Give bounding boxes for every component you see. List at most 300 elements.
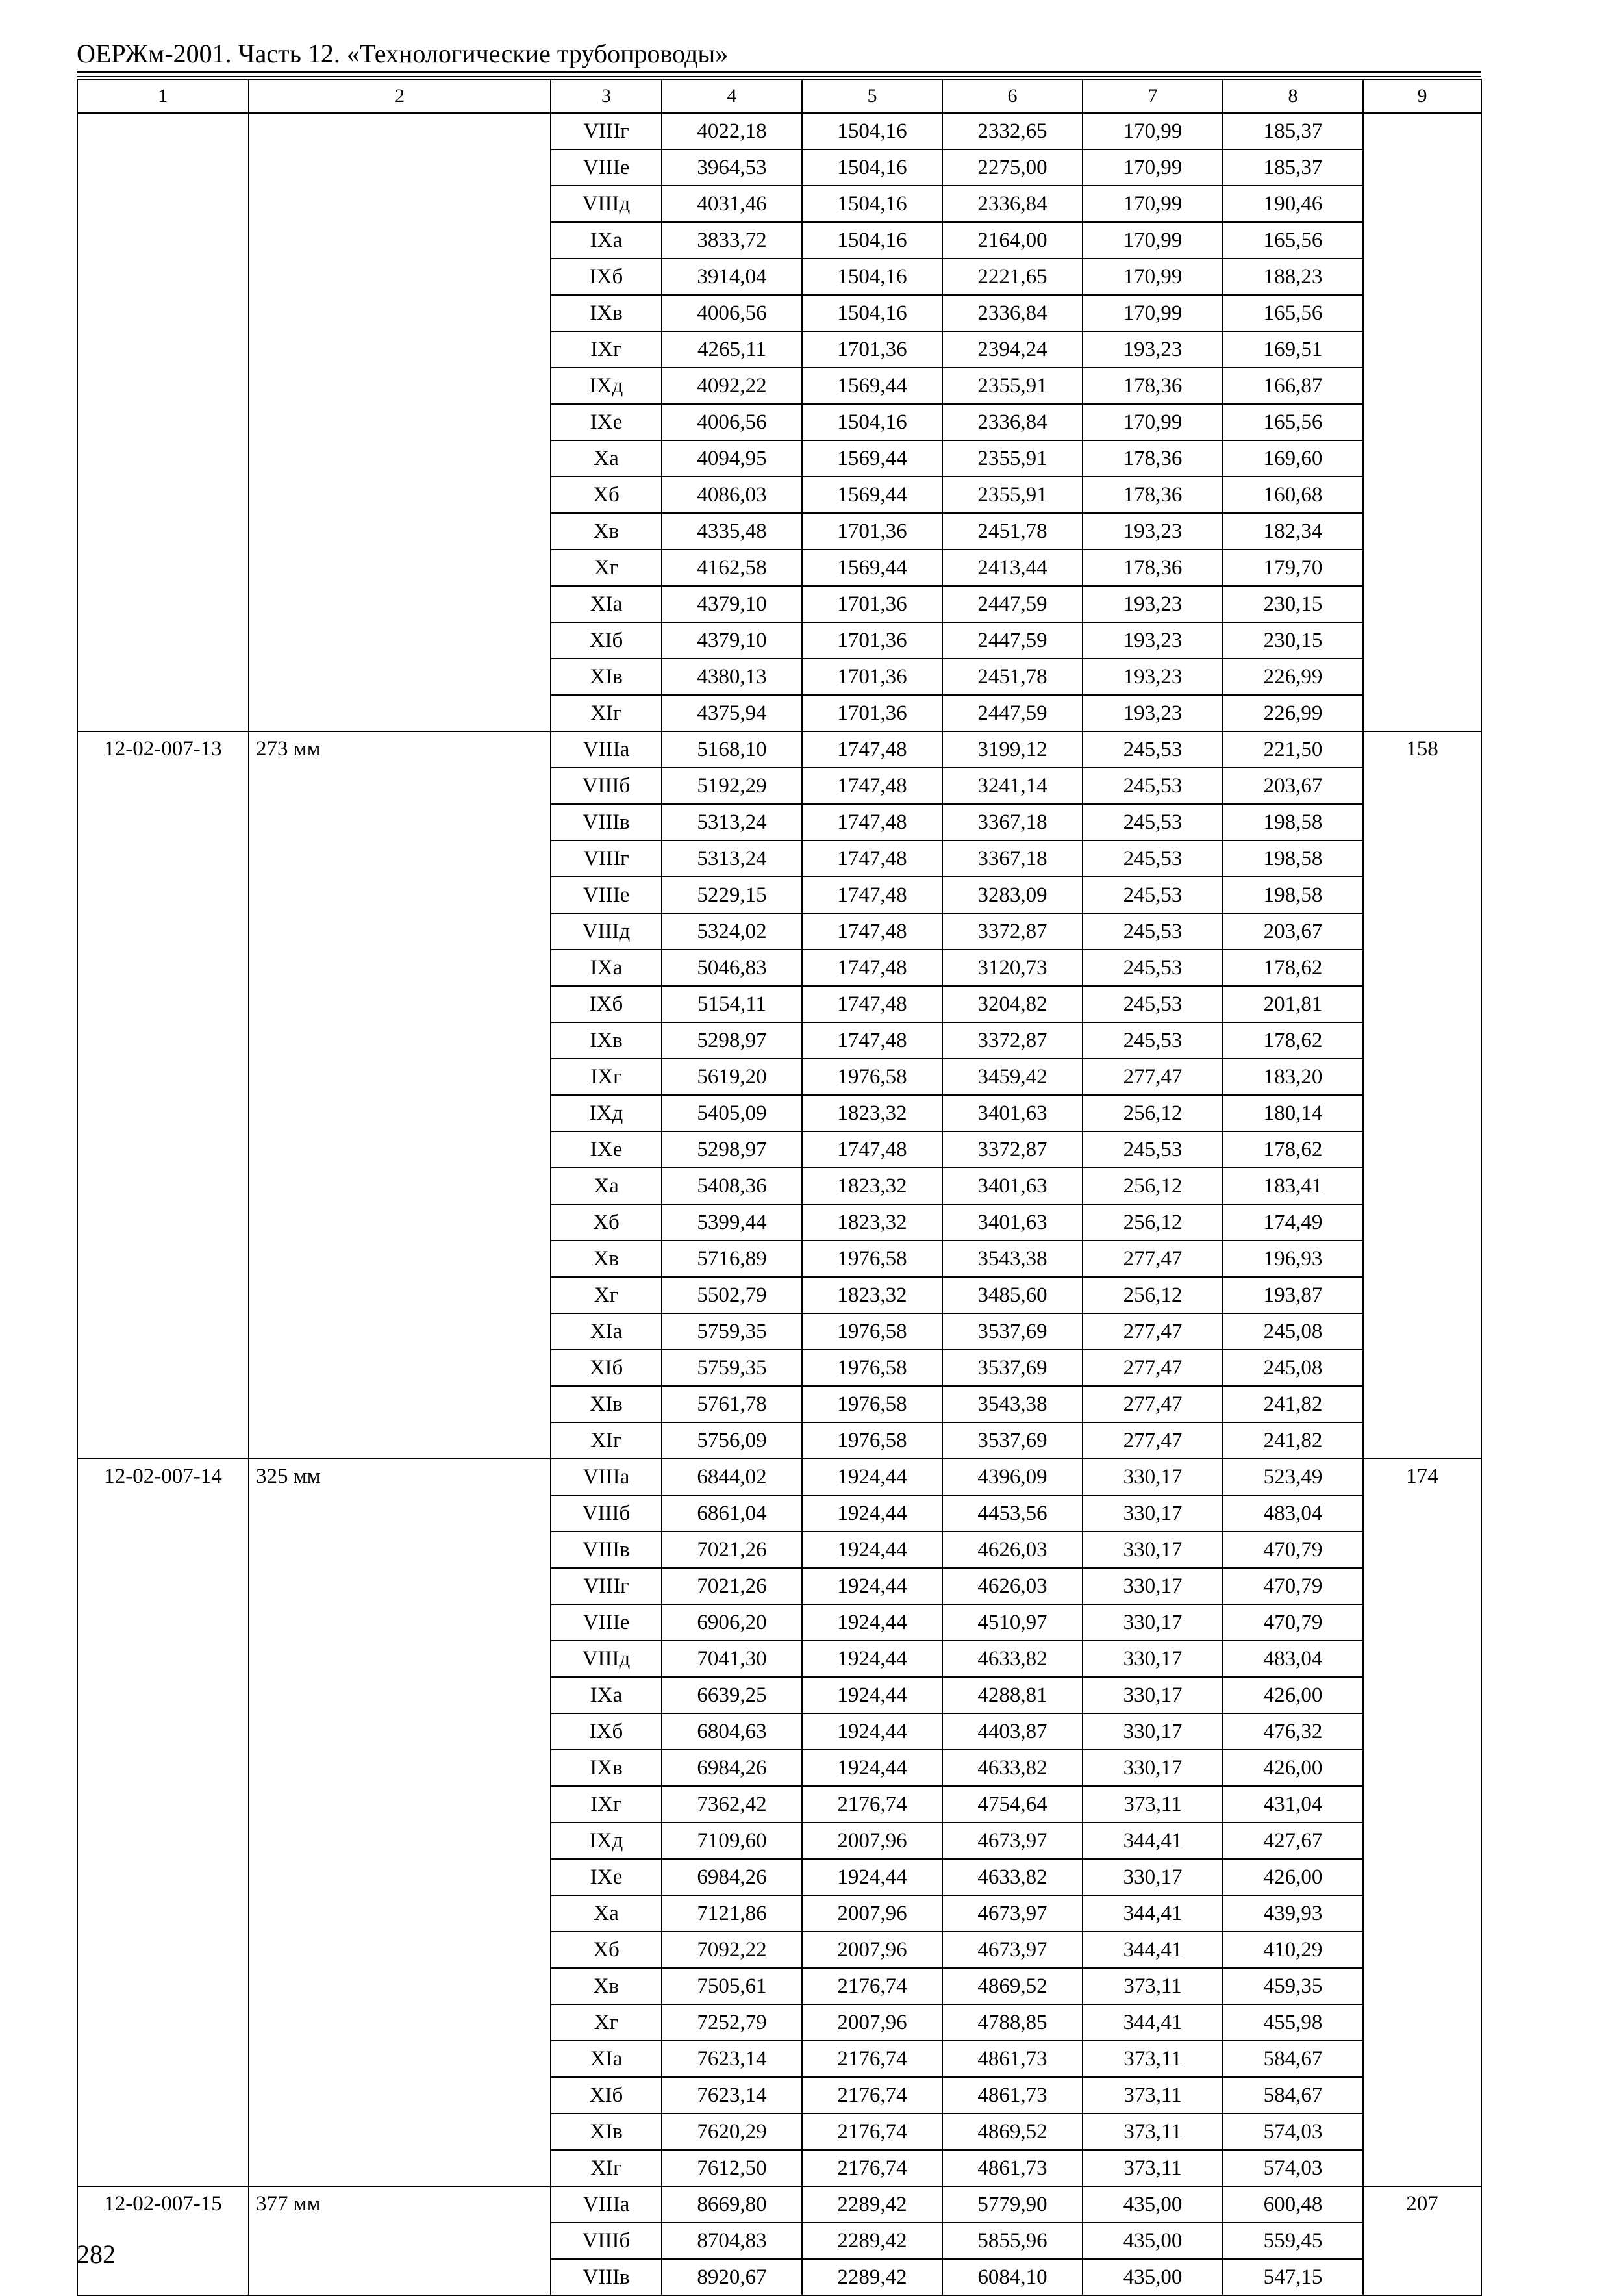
value-cell: 4510,97 <box>942 1604 1083 1641</box>
value-cell: 178,36 <box>1083 368 1223 404</box>
value-cell: 203,67 <box>1223 913 1363 950</box>
value-cell: 2289,42 <box>802 2186 942 2223</box>
value-cell: 4673,97 <box>942 1823 1083 1859</box>
value-cell: 427,67 <box>1223 1823 1363 1859</box>
category-cell: IXа <box>551 222 662 259</box>
value-cell: 1701,36 <box>802 622 942 659</box>
rate-code-cell <box>77 113 249 731</box>
value-cell: 241,82 <box>1223 1386 1363 1422</box>
value-cell: 230,15 <box>1223 586 1363 622</box>
value-cell: 4162,58 <box>662 549 802 586</box>
category-cell: IXд <box>551 1823 662 1859</box>
category-cell: Xб <box>551 1204 662 1241</box>
value-cell: 1504,16 <box>802 404 942 440</box>
value-cell: 373,11 <box>1083 2077 1223 2113</box>
category-cell: IXд <box>551 368 662 404</box>
value-cell: 344,41 <box>1083 1823 1223 1859</box>
category-cell: XIа <box>551 1313 662 1350</box>
category-cell: IXб <box>551 986 662 1022</box>
value-cell: 435,00 <box>1083 2186 1223 2223</box>
page-header: ОЕРЖм-2001. Часть 12. «Технологические трубопроводы» <box>77 39 729 68</box>
value-cell: 170,99 <box>1083 259 1223 295</box>
category-cell: Xв <box>551 513 662 549</box>
value-cell: 470,79 <box>1223 1568 1363 1604</box>
value-cell: 1924,44 <box>802 1641 942 1677</box>
value-cell: 178,62 <box>1223 950 1363 986</box>
value-cell: 1504,16 <box>802 113 942 149</box>
column-9-cell <box>1363 113 1481 731</box>
value-cell: 3204,82 <box>942 986 1083 1022</box>
value-cell: 1976,58 <box>802 1386 942 1422</box>
value-cell: 193,23 <box>1083 513 1223 549</box>
value-cell: 193,87 <box>1223 1277 1363 1313</box>
value-cell: 1976,58 <box>802 1350 942 1386</box>
value-cell: 183,41 <box>1223 1168 1363 1204</box>
value-cell: 7021,26 <box>662 1532 802 1568</box>
column-header: 9 <box>1363 79 1481 113</box>
value-cell: 3401,63 <box>942 1095 1083 1131</box>
category-cell: Xв <box>551 1968 662 2004</box>
value-cell: 174,49 <box>1223 1204 1363 1241</box>
value-cell: 7121,86 <box>662 1895 802 1932</box>
value-cell: 170,99 <box>1083 295 1223 331</box>
value-cell: 7505,61 <box>662 1968 802 2004</box>
value-cell: 4869,52 <box>942 1968 1083 2004</box>
category-cell: XIг <box>551 2150 662 2186</box>
value-cell: 4861,73 <box>942 2077 1083 2113</box>
value-cell: 7252,79 <box>662 2004 802 2041</box>
value-cell: 4380,13 <box>662 659 802 695</box>
value-cell: 476,32 <box>1223 1713 1363 1750</box>
value-cell: 344,41 <box>1083 2004 1223 2041</box>
table-row <box>77 731 1481 768</box>
value-cell: 221,50 <box>1223 731 1363 768</box>
value-cell: 245,08 <box>1223 1350 1363 1386</box>
value-cell: 178,62 <box>1223 1131 1363 1168</box>
value-cell: 1701,36 <box>802 659 942 695</box>
value-cell: 470,79 <box>1223 1604 1363 1641</box>
value-cell: 483,04 <box>1223 1641 1363 1677</box>
value-cell: 1747,48 <box>802 986 942 1022</box>
value-cell: 4086,03 <box>662 477 802 513</box>
value-cell: 7623,14 <box>662 2041 802 2077</box>
value-cell: 7092,22 <box>662 1932 802 1968</box>
value-cell: 1747,48 <box>802 804 942 840</box>
value-cell: 344,41 <box>1083 1932 1223 1968</box>
value-cell: 5405,09 <box>662 1095 802 1131</box>
value-cell: 3372,87 <box>942 913 1083 950</box>
value-cell: 470,79 <box>1223 1532 1363 1568</box>
rate-code-cell: 12-02-007-14 <box>77 1459 249 2186</box>
category-cell: VIIIв <box>551 2259 662 2295</box>
value-cell: 330,17 <box>1083 1859 1223 1895</box>
value-cell: 330,17 <box>1083 1495 1223 1532</box>
value-cell: 3367,18 <box>942 840 1083 877</box>
value-cell: 193,23 <box>1083 331 1223 368</box>
value-cell: 2007,96 <box>802 1823 942 1859</box>
value-cell: 7612,50 <box>662 2150 802 2186</box>
column-header: 5 <box>802 79 942 113</box>
value-cell: 3485,60 <box>942 1277 1083 1313</box>
value-cell: 3372,87 <box>942 1022 1083 1059</box>
value-cell: 547,15 <box>1223 2259 1363 2295</box>
value-cell: 2447,59 <box>942 695 1083 731</box>
value-cell: 373,11 <box>1083 2113 1223 2150</box>
value-cell: 4869,52 <box>942 2113 1083 2150</box>
value-cell: 245,53 <box>1083 950 1223 986</box>
value-cell: 182,34 <box>1223 513 1363 549</box>
value-cell: 426,00 <box>1223 1750 1363 1786</box>
category-cell: IXе <box>551 404 662 440</box>
column-9-cell: 207 <box>1363 2186 1481 2295</box>
category-cell: VIIIб <box>551 1495 662 1532</box>
value-cell: 193,23 <box>1083 695 1223 731</box>
value-cell: 3372,87 <box>942 1131 1083 1168</box>
value-cell: 6984,26 <box>662 1750 802 1786</box>
value-cell: 5779,90 <box>942 2186 1083 2223</box>
value-cell: 5168,10 <box>662 731 802 768</box>
value-cell: 459,35 <box>1223 1968 1363 2004</box>
value-cell: 185,37 <box>1223 113 1363 149</box>
value-cell: 2355,91 <box>942 440 1083 477</box>
value-cell: 2176,74 <box>802 1786 942 1823</box>
value-cell: 3401,63 <box>942 1204 1083 1241</box>
value-cell: 1747,48 <box>802 840 942 877</box>
value-cell: 6804,63 <box>662 1713 802 1750</box>
value-cell: 178,36 <box>1083 440 1223 477</box>
value-cell: 1823,32 <box>802 1095 942 1131</box>
value-cell: 8669,80 <box>662 2186 802 2223</box>
category-cell: VIIIд <box>551 1641 662 1677</box>
value-cell: 5759,35 <box>662 1313 802 1350</box>
value-cell: 6984,26 <box>662 1859 802 1895</box>
value-cell: 3120,73 <box>942 950 1083 986</box>
value-cell: 426,00 <box>1223 1859 1363 1895</box>
value-cell: 4396,09 <box>942 1459 1083 1495</box>
value-cell: 1976,58 <box>802 1313 942 1350</box>
value-cell: 330,17 <box>1083 1677 1223 1713</box>
category-cell: VIIIд <box>551 913 662 950</box>
pipe-size-cell: 273 мм <box>249 731 551 1459</box>
value-cell: 2007,96 <box>802 2004 942 2041</box>
category-cell: XIг <box>551 1422 662 1459</box>
value-cell: 1747,48 <box>802 768 942 804</box>
column-header: 8 <box>1223 79 1363 113</box>
value-cell: 5324,02 <box>662 913 802 950</box>
value-cell: 1823,32 <box>802 1277 942 1313</box>
column-header: 7 <box>1083 79 1223 113</box>
value-cell: 2332,65 <box>942 113 1083 149</box>
column-9-cell: 158 <box>1363 731 1481 1459</box>
category-cell: XIв <box>551 1386 662 1422</box>
category-cell: VIIIв <box>551 804 662 840</box>
value-cell: 4633,82 <box>942 1641 1083 1677</box>
category-cell: IXг <box>551 1786 662 1823</box>
value-cell: 4626,03 <box>942 1532 1083 1568</box>
category-cell: XIв <box>551 2113 662 2150</box>
value-cell: 277,47 <box>1083 1059 1223 1095</box>
value-cell: 4031,46 <box>662 186 802 222</box>
value-cell: 1504,16 <box>802 222 942 259</box>
value-cell: 2176,74 <box>802 2113 942 2150</box>
value-cell: 5313,24 <box>662 840 802 877</box>
value-cell: 1569,44 <box>802 477 942 513</box>
category-cell: IXв <box>551 1750 662 1786</box>
table-row <box>77 113 1481 149</box>
value-cell: 4633,82 <box>942 1859 1083 1895</box>
value-cell: 5399,44 <box>662 1204 802 1241</box>
category-cell: IXв <box>551 295 662 331</box>
value-cell: 196,93 <box>1223 1241 1363 1277</box>
value-cell: 277,47 <box>1083 1241 1223 1277</box>
value-cell: 330,17 <box>1083 1568 1223 1604</box>
value-cell: 426,00 <box>1223 1677 1363 1713</box>
value-cell: 6844,02 <box>662 1459 802 1495</box>
table-row <box>77 1459 1481 1495</box>
value-cell: 180,14 <box>1223 1095 1363 1131</box>
value-cell: 256,12 <box>1083 1277 1223 1313</box>
value-cell: 198,58 <box>1223 840 1363 877</box>
value-cell: 2164,00 <box>942 222 1083 259</box>
category-cell: IXг <box>551 1059 662 1095</box>
header-rule <box>77 71 1481 73</box>
category-cell: VIIIб <box>551 2223 662 2259</box>
value-cell: 2413,44 <box>942 549 1083 586</box>
value-cell: 330,17 <box>1083 1459 1223 1495</box>
value-cell: 193,23 <box>1083 622 1223 659</box>
value-cell: 245,08 <box>1223 1313 1363 1350</box>
column-header: 1 <box>77 79 249 113</box>
value-cell: 1924,44 <box>802 1532 942 1568</box>
value-cell: 559,45 <box>1223 2223 1363 2259</box>
value-cell: 7041,30 <box>662 1641 802 1677</box>
value-cell: 179,70 <box>1223 549 1363 586</box>
value-cell: 5761,78 <box>662 1386 802 1422</box>
value-cell: 1747,48 <box>802 731 942 768</box>
value-cell: 4335,48 <box>662 513 802 549</box>
value-cell: 170,99 <box>1083 222 1223 259</box>
value-cell: 245,53 <box>1083 877 1223 913</box>
value-cell: 3833,72 <box>662 222 802 259</box>
column-header: 6 <box>942 79 1083 113</box>
value-cell: 373,11 <box>1083 1786 1223 1823</box>
value-cell: 4006,56 <box>662 404 802 440</box>
value-cell: 2007,96 <box>802 1932 942 1968</box>
value-cell: 1823,32 <box>802 1168 942 1204</box>
value-cell: 4288,81 <box>942 1677 1083 1713</box>
value-cell: 2176,74 <box>802 2041 942 2077</box>
value-cell: 1504,16 <box>802 149 942 186</box>
value-cell: 277,47 <box>1083 1350 1223 1386</box>
value-cell: 2451,78 <box>942 513 1083 549</box>
value-cell: 2447,59 <box>942 622 1083 659</box>
value-cell: 3199,12 <box>942 731 1083 768</box>
category-cell: IXг <box>551 331 662 368</box>
value-cell: 3543,38 <box>942 1241 1083 1277</box>
value-cell: 4022,18 <box>662 113 802 149</box>
value-cell: 1924,44 <box>802 1859 942 1895</box>
value-cell: 198,58 <box>1223 804 1363 840</box>
page-number: 282 <box>77 2239 116 2269</box>
value-cell: 4673,97 <box>942 1895 1083 1932</box>
value-cell: 3543,38 <box>942 1386 1083 1422</box>
header-rule-thin <box>77 76 1481 77</box>
value-cell: 5229,15 <box>662 877 802 913</box>
value-cell: 245,53 <box>1083 1131 1223 1168</box>
value-cell: 1747,48 <box>802 877 942 913</box>
value-cell: 4379,10 <box>662 622 802 659</box>
value-cell: 4379,10 <box>662 586 802 622</box>
value-cell: 4754,64 <box>942 1786 1083 1823</box>
value-cell: 3537,69 <box>942 1313 1083 1350</box>
category-cell: VIIIа <box>551 1459 662 1495</box>
value-cell: 574,03 <box>1223 2113 1363 2150</box>
value-cell: 277,47 <box>1083 1386 1223 1422</box>
value-cell: 6639,25 <box>662 1677 802 1713</box>
category-cell: Xг <box>551 2004 662 2041</box>
category-cell: VIIIг <box>551 840 662 877</box>
value-cell: 523,49 <box>1223 1459 1363 1495</box>
value-cell: 2275,00 <box>942 149 1083 186</box>
value-cell: 7623,14 <box>662 2077 802 2113</box>
value-cell: 439,93 <box>1223 1895 1363 1932</box>
category-cell: XIа <box>551 586 662 622</box>
column-number-row <box>77 79 1481 113</box>
value-cell: 2221,65 <box>942 259 1083 295</box>
category-cell: VIIIг <box>551 1568 662 1604</box>
value-cell: 4453,56 <box>942 1495 1083 1532</box>
category-cell: VIIIа <box>551 731 662 768</box>
value-cell: 344,41 <box>1083 1895 1223 1932</box>
value-cell: 1701,36 <box>802 695 942 731</box>
value-cell: 6861,04 <box>662 1495 802 1532</box>
value-cell: 178,36 <box>1083 477 1223 513</box>
category-cell: IXе <box>551 1131 662 1168</box>
value-cell: 1747,48 <box>802 950 942 986</box>
category-cell: VIIIг <box>551 113 662 149</box>
value-cell: 185,37 <box>1223 149 1363 186</box>
pipe-size-cell: 377 мм <box>249 2186 551 2295</box>
category-cell: Xа <box>551 1895 662 1932</box>
value-cell: 203,67 <box>1223 768 1363 804</box>
value-cell: 198,58 <box>1223 877 1363 913</box>
value-cell: 178,62 <box>1223 1022 1363 1059</box>
value-cell: 1976,58 <box>802 1059 942 1095</box>
category-cell: XIб <box>551 1350 662 1386</box>
value-cell: 245,53 <box>1083 768 1223 804</box>
pipe-size-cell: 325 мм <box>249 1459 551 2186</box>
value-cell: 166,87 <box>1223 368 1363 404</box>
value-cell: 4861,73 <box>942 2150 1083 2186</box>
value-cell: 3537,69 <box>942 1350 1083 1386</box>
value-cell: 2355,91 <box>942 477 1083 513</box>
value-cell: 4673,97 <box>942 1932 1083 1968</box>
value-cell: 4788,85 <box>942 2004 1083 2041</box>
value-cell: 1569,44 <box>802 368 942 404</box>
value-cell: 245,53 <box>1083 731 1223 768</box>
value-cell: 2336,84 <box>942 186 1083 222</box>
value-cell: 245,53 <box>1083 986 1223 1022</box>
value-cell: 256,12 <box>1083 1168 1223 1204</box>
value-cell: 1924,44 <box>802 1568 942 1604</box>
value-cell: 178,36 <box>1083 549 1223 586</box>
value-cell: 2336,84 <box>942 295 1083 331</box>
value-cell: 410,29 <box>1223 1932 1363 1968</box>
value-cell: 277,47 <box>1083 1313 1223 1350</box>
value-cell: 170,99 <box>1083 149 1223 186</box>
value-cell: 165,56 <box>1223 222 1363 259</box>
value-cell: 4375,94 <box>662 695 802 731</box>
value-cell: 3401,63 <box>942 1168 1083 1204</box>
category-cell: IXа <box>551 950 662 986</box>
value-cell: 241,82 <box>1223 1422 1363 1459</box>
value-cell: 3537,69 <box>942 1422 1083 1459</box>
value-cell: 373,11 <box>1083 2150 1223 2186</box>
column-header: 3 <box>551 79 662 113</box>
value-cell: 5502,79 <box>662 1277 802 1313</box>
value-cell: 3283,09 <box>942 877 1083 913</box>
value-cell: 1569,44 <box>802 549 942 586</box>
value-cell: 7620,29 <box>662 2113 802 2150</box>
value-cell: 5313,24 <box>662 804 802 840</box>
value-cell: 1504,16 <box>802 186 942 222</box>
category-cell: IXе <box>551 1859 662 1895</box>
value-cell: 2447,59 <box>942 586 1083 622</box>
value-cell: 1924,44 <box>802 1750 942 1786</box>
value-cell: 2176,74 <box>802 2077 942 2113</box>
value-cell: 7362,42 <box>662 1786 802 1823</box>
value-cell: 1747,48 <box>802 1131 942 1168</box>
category-cell: IXв <box>551 1022 662 1059</box>
value-cell: 1701,36 <box>802 586 942 622</box>
value-cell: 169,51 <box>1223 331 1363 368</box>
value-cell: 226,99 <box>1223 695 1363 731</box>
value-cell: 4094,95 <box>662 440 802 477</box>
category-cell: Xа <box>551 440 662 477</box>
rate-code-cell: 12-02-007-15 <box>77 2186 249 2295</box>
value-cell: 330,17 <box>1083 1641 1223 1677</box>
value-cell: 3459,42 <box>942 1059 1083 1095</box>
value-cell: 5154,11 <box>662 986 802 1022</box>
value-cell: 373,11 <box>1083 2041 1223 2077</box>
value-cell: 6084,10 <box>942 2259 1083 2295</box>
value-cell: 330,17 <box>1083 1750 1223 1786</box>
rates-table <box>77 79 1482 2296</box>
value-cell: 1747,48 <box>802 1022 942 1059</box>
value-cell: 584,67 <box>1223 2041 1363 2077</box>
value-cell: 245,53 <box>1083 804 1223 840</box>
value-cell: 201,81 <box>1223 986 1363 1022</box>
value-cell: 600,48 <box>1223 2186 1363 2223</box>
value-cell: 8704,83 <box>662 2223 802 2259</box>
value-cell: 4265,11 <box>662 331 802 368</box>
category-cell: IXб <box>551 1713 662 1750</box>
value-cell: 330,17 <box>1083 1713 1223 1750</box>
value-cell: 170,99 <box>1083 186 1223 222</box>
value-cell: 2176,74 <box>802 2150 942 2186</box>
value-cell: 2355,91 <box>942 368 1083 404</box>
value-cell: 193,23 <box>1083 586 1223 622</box>
value-cell: 5408,36 <box>662 1168 802 1204</box>
value-cell: 3241,14 <box>942 768 1083 804</box>
category-cell: XIг <box>551 695 662 731</box>
value-cell: 188,23 <box>1223 259 1363 295</box>
value-cell: 1823,32 <box>802 1204 942 1241</box>
value-cell: 5619,20 <box>662 1059 802 1095</box>
value-cell: 5716,89 <box>662 1241 802 1277</box>
value-cell: 245,53 <box>1083 1022 1223 1059</box>
value-cell: 3367,18 <box>942 804 1083 840</box>
